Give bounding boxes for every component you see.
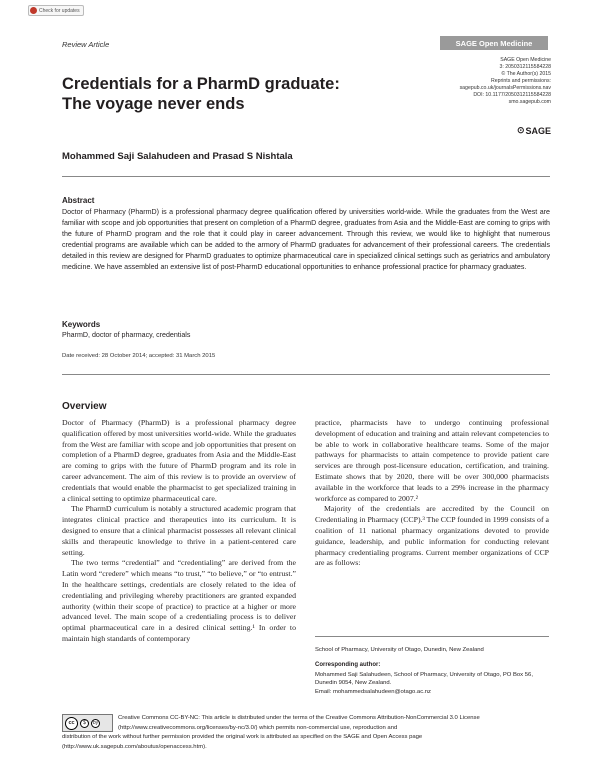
body-paragraph: Doctor of Pharmacy (PharmD) is a professional pharmacy degree qualification offered by most universities world-wide. While the graduates from the West are familiar with scope and job opportunities that present on completion of a PharmD degree, graduates from Asia and the Middle-East are coming to grips with the future of PharmD program and its role in career advancement. The aim of this review is to provide an overview of credentials that would enable the pharmacist to get specialized training in a clinical setting to optimize pharmaceutical care. [62,418,296,503]
author-affiliation: School of Pharmacy, University of Otago, Dunedin, New Zealand [315,647,484,653]
cc-by-nc-badge[interactable] [62,714,113,732]
publication-info [351,57,551,106]
journal-banner: SAGE Open Medicine [440,36,548,50]
attribution-icon: by [92,720,99,726]
pubinfo-permissions-link[interactable]: sagepub.co.uk/journalsPermissions.nav [459,85,551,91]
publisher-logo-text: SAGE [525,125,551,136]
pubinfo-reprints: Reprints and permissions: [491,78,551,84]
license-statement [62,714,550,752]
body-column-left [62,418,296,645]
corresponding-author-email[interactable]: Email: mohammedsalahudeen@otago.ac.nz [315,688,432,695]
title-line-1: Credentials for a PharmD graduate: [62,75,340,93]
section-heading-overview: Overview [62,401,107,412]
body-paragraph: practice, pharmacists have to undergo continuing professional development of education and training and attain relevant competencies to be able to work in collaborative healthcare teams. Some of the major pathways for pharmacists to attain competence to provide patient care services are through post-licensure education, certification, and training. Estimate shows that by 2020, there will be over 300,000 pharmacists available in the workforce that leads to a 29% increase in the pharmacy workforce as compared to 2007.² [315,418,549,503]
check-updates-icon [30,7,37,14]
divider [62,176,550,177]
divider [62,374,550,375]
corresponding-author [315,671,551,696]
check-updates-label: Check for updates [39,7,80,14]
pubinfo-copyright: © The Author(s) 2015 [501,71,551,77]
pubinfo-volume: 3: 2050312115584228 [499,64,551,70]
corresponding-author-address: Mohammed Saji Salahudeen, School of Pharmacy, University of Otago, PO Box 56, Dunedin 9054, New Zealand. [315,672,533,687]
abstract-heading: Abstract [62,196,95,205]
keywords-text: PharmD, doctor of pharmacy, credentials [62,331,191,339]
article-type: Review Article [62,40,110,49]
footnote-divider [315,636,549,637]
cc-icon: cc [65,717,78,730]
corresponding-author-heading: Corresponding author: [315,662,381,668]
body-paragraph: Majority of the credentials are accredited by the Council on Credentialing in Pharmacy (CCP).³ The CCP founded in 1999 consists of a coalition of 11 national pharmacy organizations devoted to provide guidance, leadership, and public information for conducting relevant pharmacy credentialing programs. Current member organizations of CCP are as follows: [315,504,549,568]
title-line-2: The voyage never ends [62,95,245,113]
body-paragraph: The two terms “credential” and “credentialing” are derived from the Latin word “credere” which means “to trust,” “to believe,” or “to entrust.” In the healthcare settings, credentials are closely related to the idea of credentialing and privileging whereby practitioners are granted expanded authority (within their scope of practice) to practice at a higher or more advanced level. The main scope of a credentialing process is to deliver optimal pharmaceutical care in a desired clinical setting.¹ In order to maintain high standards of contemporary [62,558,296,643]
publisher-logo [517,125,551,136]
license-line-2: distribution of the work without further permission provided the original work is attributed as specified on the SAGE and Open Access page (http://www.uk.sagepub.com/aboutus/openaccess.htm). [62,734,423,750]
pubinfo-journal: SAGE Open Medicine [500,57,551,63]
check-for-updates-badge[interactable] [28,5,84,16]
pubinfo-doi[interactable]: DOI: 10.1177/2050312115584228 [473,92,551,98]
keywords-heading: Keywords [62,320,101,329]
noncommercial-icon: $ [80,719,89,728]
abstract-text: Doctor of Pharmacy (PharmD) is a professional pharmacy degree qualification offered by universities world-wide. While the graduates from the West are familiar with scope and job opportunities that present on completion of a PharmD degree, graduates from Asia and the Middle-East are coming to grips with the future of PharmD program and the role that it could play in career advancement. Through this review, we would like to highlight that numerous credential programs are available which can be added to the armory of PharmD graduates for advancement of their professional careers. The credentials detailed in this review are designed for PharmD graduates to optimize pharmaceutical care in specialized clinical settings such as geriatrics and ambulatory medicine. We have assembled an extensive list of post-PharmD educational opportunities to enhance professional practice for pharmacy graduates. [62,208,550,271]
license-line-1: Creative Commons CC-BY-NC: This article is distributed under the terms of the Creative Commons Attribution-NonCommercial 3.0 License (http://www.creativecommons.org/licenses/by-nc/3.0/) which permits non-commercial use, reproduction and [118,715,480,731]
author-list: Mohammed Saji Salahudeen and Prasad S Nishtala [62,151,293,162]
body-paragraph: The PharmD curriculum is notably a structured academic program that integrates clinical practice and therapeutics into its curriculum. It is designed to ensure that a clinical pharmacist possesses all relevant clinical skills and therapeutic knowledge to thrive in a patient-centered care setting. [62,504,296,557]
body-column-right [315,418,549,569]
article-title [62,74,392,114]
pubinfo-website[interactable]: smo.sagepub.com [508,99,551,105]
article-dates: Date received: 28 October 2014; accepted: 31 March 2015 [62,353,216,359]
sage-logo-icon: ⊙ [516,125,525,135]
